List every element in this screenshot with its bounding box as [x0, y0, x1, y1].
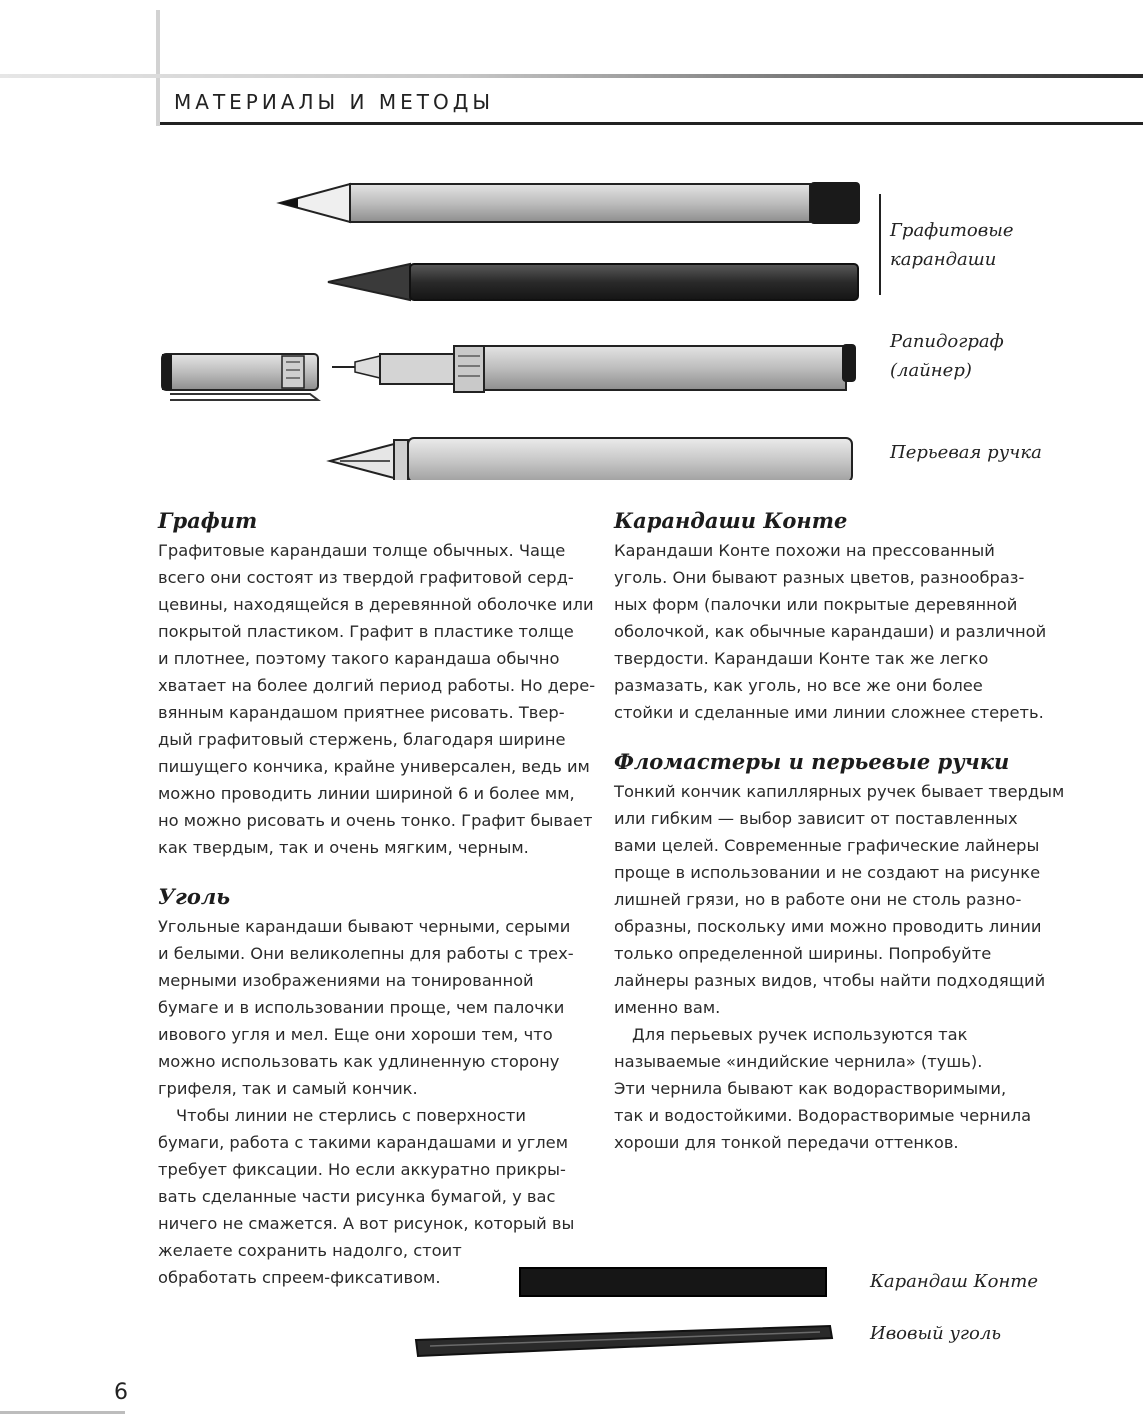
fountain-pen [330, 438, 852, 480]
graphite-pencil-light [280, 182, 860, 224]
label-conte-crayon: Карандаш Конте [870, 1271, 1039, 1292]
heading-conte: Карандаши Конте [614, 508, 848, 533]
label-rapidograph: Рапидограф (лайнер) [890, 331, 1004, 381]
label-graphite-pencils: Графитовые карандаши [890, 220, 1014, 270]
drawing-tools-illustration [150, 170, 870, 480]
footer-rule [0, 1411, 125, 1414]
graphite-text: Графитовые карандаши толще обычных. Чаще всего они состоят из твердой графитовой серд- цевины, находящейся в деревянной оболочке или покрытой пластиком. Графит в пластике толще и плотнее, поэтому такого карандаша обычно хватает на более долгий период работы. Но дере- вянным карандашом приятнее рисовать. Твер- дый графитовый стержень, благодаря ширине пишущего кончика, крайне универсален, ведь им можно проводить линии шириной 6 и более мм, но можно рисовать и очень тонко. Графит бывает как твердым, так и очень мягким, черным. [158, 541, 596, 857]
left-column [158, 507, 598, 1291]
conte-crayon [520, 1268, 826, 1296]
markers-text: Тонкий кончик капиллярных ручек бывает твердым или гибким — выбор зависит от поставленных вами целей. Современные графические лайнеры проще в использовании и не создают на рисунке лишней грязи, но в работе они не столь разно- образны, поскольку ими можно проводить линии только определенной ширины. Попробуйте лайнеры разных видов, чтобы найти подходящий именно вам. Для перьевых ручек используются так называемые «индийские чернила» (тушь). Эти чернила бывают как водорастворимыми, так и водостойкими. Водорастворимые чернила хороши для тонкой передачи оттенков. [614, 782, 1065, 1152]
label-willow-charcoal: Ивовый уголь [870, 1323, 1002, 1344]
right-column [614, 507, 1074, 1156]
page-number: 6 [114, 1380, 128, 1405]
heading-charcoal: Уголь [158, 884, 231, 909]
charcoal-text: Угольные карандаши бывают черными, серыми и белыми. Они великолепны для работы с трех- мерными изображениями на тонированной бумаге и в использовании проще, чем палочки ивового угля и мел. Еще они хороши тем, что можно использовать как удлиненную сторону грифеля, так и самый кончик. Чтобы линии не стерлись с поверхности бумаги, работа с такими карандашами и углем требует фиксации. Но если аккуратно прикры- вать сделанные части рисунка бумагой, у вас ничего не смажется. А вот рисунок, который вы желаете сохранить надолго, стоит обработать спреем-фиксативом. [158, 917, 575, 1287]
header-bottom-rule [160, 122, 1143, 125]
graphite-bracket [879, 194, 881, 295]
rapidograph-pen [162, 344, 856, 400]
header-top-rule [0, 74, 1143, 78]
page-title: МАТЕРИАЛЫ И МЕТОДЫ [174, 90, 494, 114]
crayon-charcoal-illustration [410, 1260, 840, 1390]
heading-markers: Фломастеры и перьевые ручки [614, 749, 1010, 774]
header-vertical-rule [156, 10, 160, 126]
willow-charcoal [416, 1326, 832, 1356]
heading-graphite: Графит [158, 508, 258, 533]
conte-text: Карандаши Конте похожи на прессованный уголь. Они бывают разных цветов, разнообраз- ных форм (палочки или покрытые деревянной оболочкой, как обычные карандаши) и различной твердости. Карандаши Конте так же легко размазать, как уголь, но все же они более стойки и сделанные ими линии сложнее стереть. [614, 541, 1047, 722]
label-fountain-pen: Перьевая ручка [890, 442, 1042, 463]
graphite-pencil-dark [328, 264, 858, 300]
